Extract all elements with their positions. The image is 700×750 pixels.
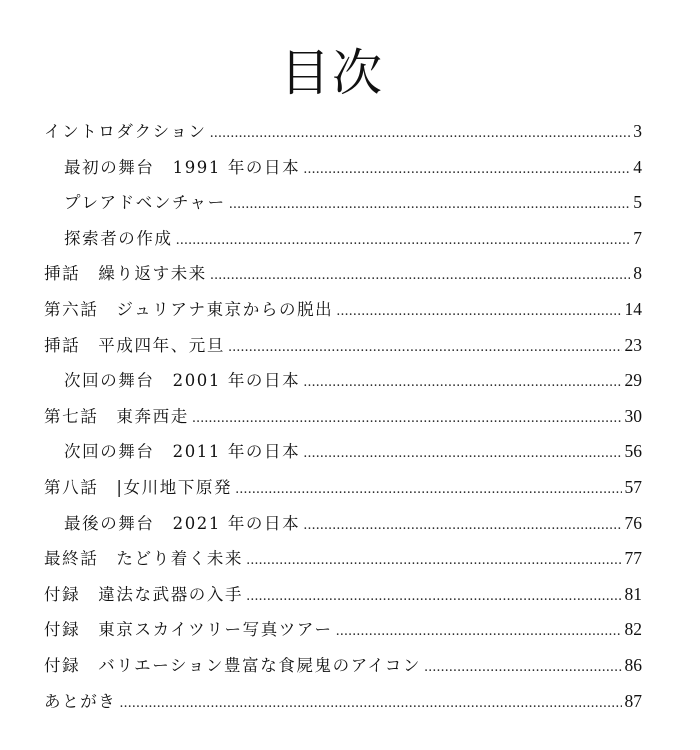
toc-entry <box>44 185 642 221</box>
toc-entry <box>44 684 642 720</box>
toc-leader-dots <box>176 223 631 257</box>
toc-leader-dots <box>192 401 622 435</box>
toc-entry <box>44 541 642 577</box>
toc-entry <box>44 256 642 292</box>
toc-leader-dots <box>235 472 621 506</box>
toc-entry-page: 56 <box>624 441 642 462</box>
page-title: 目次 <box>280 44 384 102</box>
toc-entry-label: 付録 東京スカイツリー写真ツアー <box>44 620 333 640</box>
toc-entry-page: 29 <box>624 370 642 391</box>
toc-entry-page: 7 <box>633 227 642 248</box>
toc-entry-label: 挿話 平成四年、元旦 <box>44 335 225 355</box>
toc-entry <box>44 150 642 186</box>
toc-entry <box>44 648 642 684</box>
toc-entry-label: 探索者の作成 <box>64 228 173 248</box>
toc-entry-label: 第六話 ジュリアナ東京からの脱出 <box>44 299 334 319</box>
toc-entry <box>44 328 642 364</box>
toc-entry-page: 23 <box>624 334 642 355</box>
toc-entry-page: 30 <box>624 405 642 426</box>
toc-entry <box>44 363 642 399</box>
toc-entry-label: 第八話 |女川地下原発 <box>44 477 233 497</box>
toc-entry-page: 76 <box>624 512 642 533</box>
toc-leader-dots <box>229 187 631 221</box>
toc-leader-dots <box>228 330 622 364</box>
toc-entry <box>44 434 642 470</box>
toc-entry-label: 最後の舞台 2021 年の日本 <box>64 513 301 533</box>
toc-leader-dots <box>336 614 622 648</box>
toc-entry <box>44 399 642 435</box>
toc-entry-page: 82 <box>624 619 642 640</box>
toc-leader-dots <box>336 294 621 328</box>
toc-entry-page: 81 <box>624 583 642 604</box>
toc-entry-page: 77 <box>624 548 642 569</box>
toc-leader-dots <box>303 436 621 470</box>
toc-entry-page: 14 <box>624 298 642 319</box>
toc-entry-label: イントロダクション <box>44 122 207 141</box>
toc-entry-label: 付録 バリエーション豊富な食屍鬼のアイコン <box>44 655 421 675</box>
toc-entry <box>44 506 642 542</box>
toc-leader-dots <box>210 116 631 150</box>
toc-entry-label: あとがき <box>44 691 117 711</box>
toc-entry-page: 86 <box>624 654 642 675</box>
toc-leader-dots <box>303 152 630 186</box>
toc-entry-label: 次回の舞台 2011 年の日本 <box>64 442 301 462</box>
toc-entry <box>44 292 642 328</box>
toc-leader-dots <box>119 686 621 720</box>
toc-entry-page: 8 <box>633 263 642 284</box>
toc-leader-dots <box>246 579 621 613</box>
toc-entry <box>44 470 642 506</box>
toc-entry-page: 4 <box>633 156 642 177</box>
toc-leader-dots <box>303 508 621 542</box>
toc-entry-label: 次回の舞台 2001 年の日本 <box>64 371 301 391</box>
toc-leader-dots <box>424 650 622 684</box>
toc-entry <box>44 612 642 648</box>
toc-entry-label: 付録 違法な武器の入手 <box>44 584 244 604</box>
toc-entry <box>44 577 642 613</box>
table-of-contents <box>44 114 642 719</box>
toc-entry <box>44 221 642 257</box>
toc-entry-label: 挿話 繰り返す未来 <box>44 264 207 284</box>
toc-entry-page: 5 <box>633 192 642 213</box>
toc-leader-dots <box>303 365 621 399</box>
toc-entry-label: 第七話 東奔西走 <box>44 406 189 426</box>
toc-entry-page: 57 <box>624 476 642 497</box>
toc-entry-label: プレアドベンチャー <box>64 193 226 213</box>
toc-entry-page: 3 <box>633 121 642 141</box>
toc-entry-label: 最終話 たどり着く未来 <box>44 549 244 569</box>
toc-entry-page: 87 <box>624 690 642 711</box>
toc-entry-label: 最初の舞台 1991 年の日本 <box>64 157 301 177</box>
toc-leader-dots <box>246 543 621 577</box>
toc-leader-dots <box>210 258 630 292</box>
toc-entry <box>44 114 642 150</box>
